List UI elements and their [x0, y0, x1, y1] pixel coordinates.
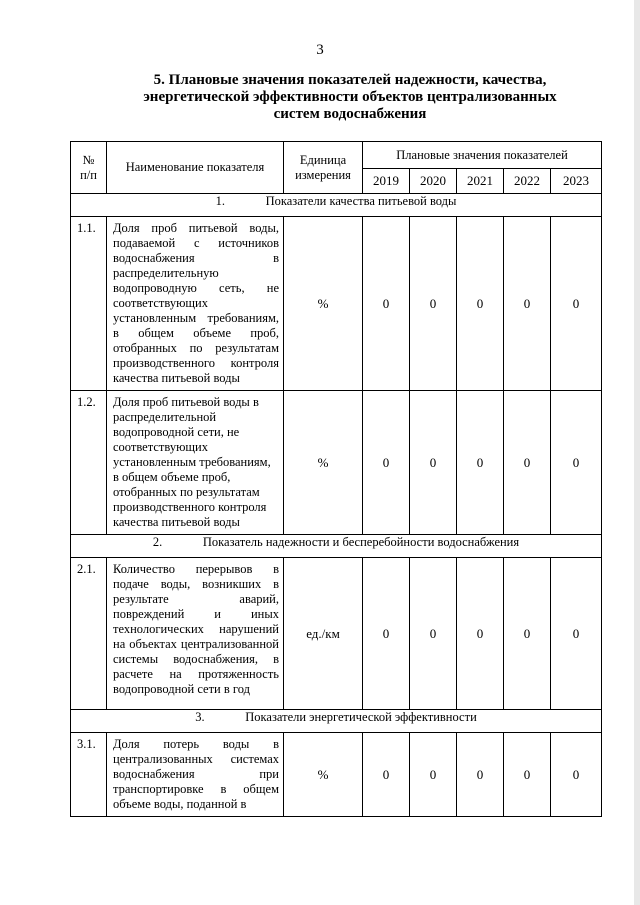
section-number: 1. [215, 194, 225, 208]
section-row [71, 535, 602, 558]
section-title: Показатели качества питьевой воды [265, 194, 457, 208]
row-value: 0 [457, 217, 504, 391]
row-unit: % [284, 391, 363, 535]
row-value: 0 [457, 391, 504, 535]
page-number: 3 [316, 42, 324, 58]
row-value: 0 [457, 558, 504, 710]
row-value: 0 [457, 733, 504, 817]
section-heading [71, 710, 602, 733]
section-title: Показатель надежности и бесперебойности водоснабжения [202, 535, 520, 549]
row-value: 0 [504, 391, 551, 535]
row-value: 0 [410, 391, 457, 535]
section-number: 2. [152, 535, 163, 549]
table-row [71, 558, 602, 710]
row-value: 0 [551, 733, 602, 817]
title-line-2: энергетической эффективности объектов централизованных [143, 89, 557, 105]
table-row [71, 733, 602, 817]
title-line-3: систем водоснабжения [273, 106, 427, 122]
row-value: 0 [504, 558, 551, 710]
row-value: 0 [551, 391, 602, 535]
header-unit: Единица измерения [284, 142, 363, 194]
header-year: 2019 [363, 169, 410, 194]
row-name: Доля проб питьевой воды, подаваемой с источников водоснабжения в распределительную водопроводную сеть, не соответствующих установленным требованиям, в общем объеме проб, отобранных по результатам производственного контроля качества питьевой воды [107, 217, 284, 391]
row-value: 0 [551, 217, 602, 391]
indicators-table [70, 141, 602, 817]
header-name: Наименование показателя [107, 142, 284, 194]
row-value: 0 [363, 217, 410, 391]
header-year: 2023 [551, 169, 602, 194]
row-value: 0 [410, 733, 457, 817]
row-value: 0 [551, 558, 602, 710]
section-row [71, 194, 602, 217]
section-title: Показатели энергетической эффективности [245, 710, 477, 724]
row-value: 0 [363, 558, 410, 710]
row-value: 0 [504, 733, 551, 817]
row-index: 3.1. [71, 733, 107, 817]
scan-edge [634, 0, 640, 905]
header-year: 2020 [410, 169, 457, 194]
header-year: 2021 [457, 169, 504, 194]
row-name: Количество перерывов в подаче воды, возникших в результате аварий, повреждений и иных технологических нарушений на объектах централизованной системы водоснабжения, в расчете на протяженность водопроводной сети в год [107, 558, 284, 710]
header-year: 2022 [504, 169, 551, 194]
row-value: 0 [410, 558, 457, 710]
table-row [71, 391, 602, 535]
row-unit: % [284, 733, 363, 817]
row-index: 1.1. [71, 217, 107, 391]
row-index: 2.1. [71, 558, 107, 710]
row-name: Доля потерь воды в централизованных системах водоснабжения при транспортировке в общем объеме воды, поданной в [107, 733, 284, 817]
section-number: 3. [195, 710, 205, 724]
table-row [71, 217, 602, 391]
row-unit: % [284, 217, 363, 391]
section-heading [71, 535, 602, 558]
row-value: 0 [363, 733, 410, 817]
header-plan: Плановые значения показателей [363, 142, 602, 169]
row-value: 0 [363, 391, 410, 535]
row-index: 1.2. [71, 391, 107, 535]
row-name: Доля проб питьевой воды в распределительной водопроводной сети, не соответствующих установленным требованиям, в общем объеме проб, отобранных по результатам производственного контроля качества питьевой воды [107, 391, 284, 535]
page-title [60, 72, 640, 123]
section-heading [71, 194, 602, 217]
row-value: 0 [504, 217, 551, 391]
row-unit: ед./км [284, 558, 363, 710]
header-num [71, 142, 107, 194]
title-line-1: 5. Плановые значения показателей надежности, качества, [153, 72, 547, 88]
row-value: 0 [410, 217, 457, 391]
section-row [71, 710, 602, 733]
header-num-label: № п/п [80, 152, 97, 182]
